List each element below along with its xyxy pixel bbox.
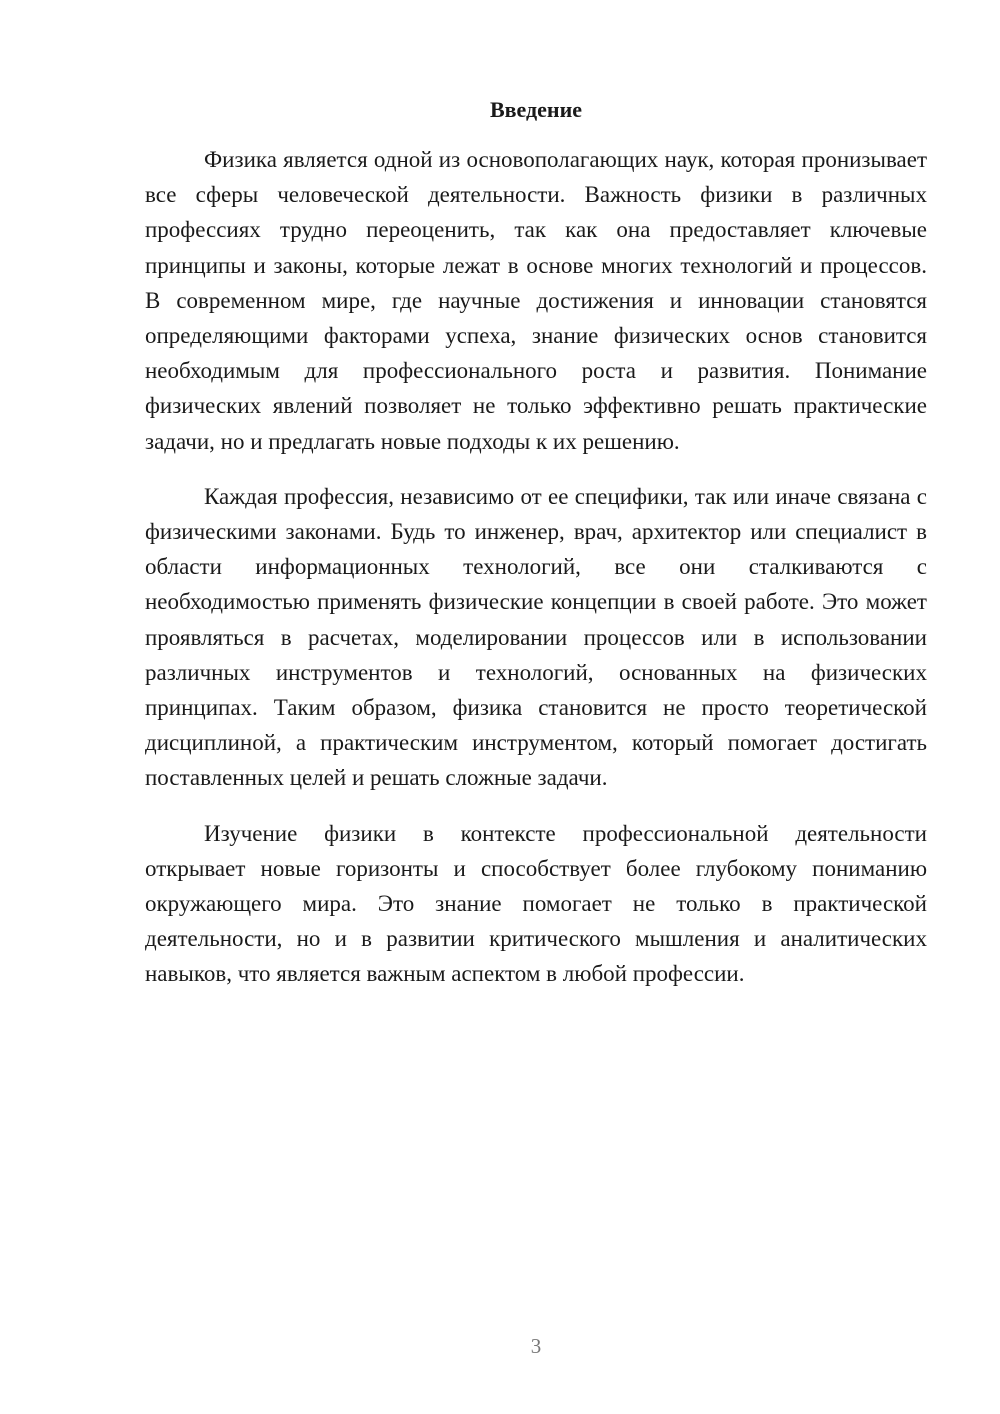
section-title: Введение — [489, 97, 583, 122]
paragraph-1: Физика является одной из основополагающих наук, которая пронизывает все сферы человеческой деятельности. Важность физики в различных профессиях трудно переоценить, так как она предоставляет ключевые принципы и законы, которые лежат в основе многих технологий и процессов. В современном мире, где научные достижения и инновации становятся определяющими факторами успеха, знание физических основ становится необходимым для профессионального роста и развития. Понимание физических явлений позволяет не только эффективно решать практические задачи, но и предлагать новые подходы к их решению. — [145, 147, 927, 454]
paragraph-2: Каждая профессия, независимо от ее специфики, так или иначе связана с физическими законами. Будь то инженер, врач, архитектор или специалист в области информационных технологий, все они сталкиваются с необходимостью применять физические концепции в своей работе. Это может проявляться в расчетах, моделировании процессов или в использовании различных инструментов и технологий, основанных на физических принципах. Таким образом, физика становится не просто теоретической дисциплиной, а практическим инструментом, который помогает достигать поставленных целей и решать сложные задачи. — [145, 483, 927, 791]
paragraph-3: Изучение физики в контексте профессиональной деятельности открывает новые горизонты и способствует более глубокому пониманию окружающего мира. Это знание помогает не только в практической деятельности, но и в развитии критического мышления и аналитических навыков, что является важным аспектом в любой профессии. — [145, 820, 927, 987]
body-text — [145, 142, 927, 1012]
page-number: 3 — [530, 1334, 542, 1358]
